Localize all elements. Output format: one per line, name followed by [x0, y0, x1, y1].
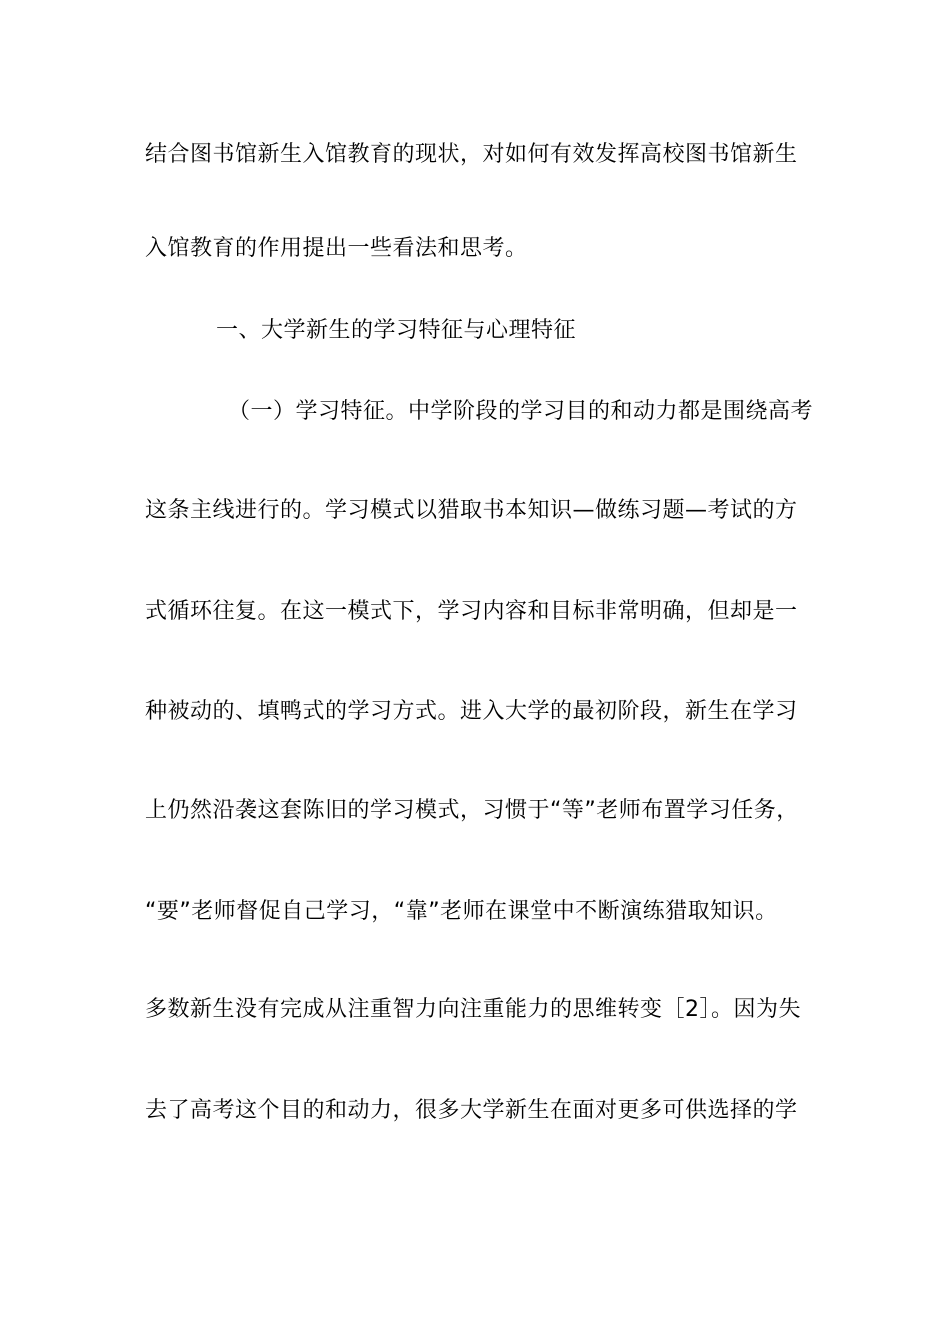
body-text-line: 入馆教育的作用提出一些看法和思考。	[145, 236, 528, 261]
body-text-line: 多数新生没有完成从注重智力向注重能力的思维转变［2］。因为失	[145, 997, 801, 1022]
body-text-line: 式循环往复。在这一模式下，学习内容和目标非常明确，但却是一	[145, 599, 798, 624]
subsection-text-line: （一）学习特征。中学阶段的学习目的和动力都是围绕高考	[228, 399, 814, 424]
body-text-line: 种被动的、填鸭式的学习方式。进入大学的最初阶段，新生在学习	[145, 699, 798, 724]
body-text-line: 这条主线进行的。学习模式以猎取书本知识—做练习题—考试的方	[145, 498, 798, 523]
body-text-line: 上仍然沿袭这套陈旧的学习模式，习惯于“等”老师布置学习任务，	[145, 798, 799, 823]
section-heading: 一、大学新生的学习特征与心理特征	[216, 318, 577, 343]
body-text-line: 去了高考这个目的和动力，很多大学新生在面对更多可供选择的学	[145, 1098, 798, 1123]
body-text-line: 结合图书馆新生入馆教育的现状，对如何有效发挥高校图书馆新生	[145, 142, 798, 167]
body-text-line: “要”老师督促自己学习，“靠”老师在课堂中不断演练猎取知识。	[145, 899, 778, 924]
